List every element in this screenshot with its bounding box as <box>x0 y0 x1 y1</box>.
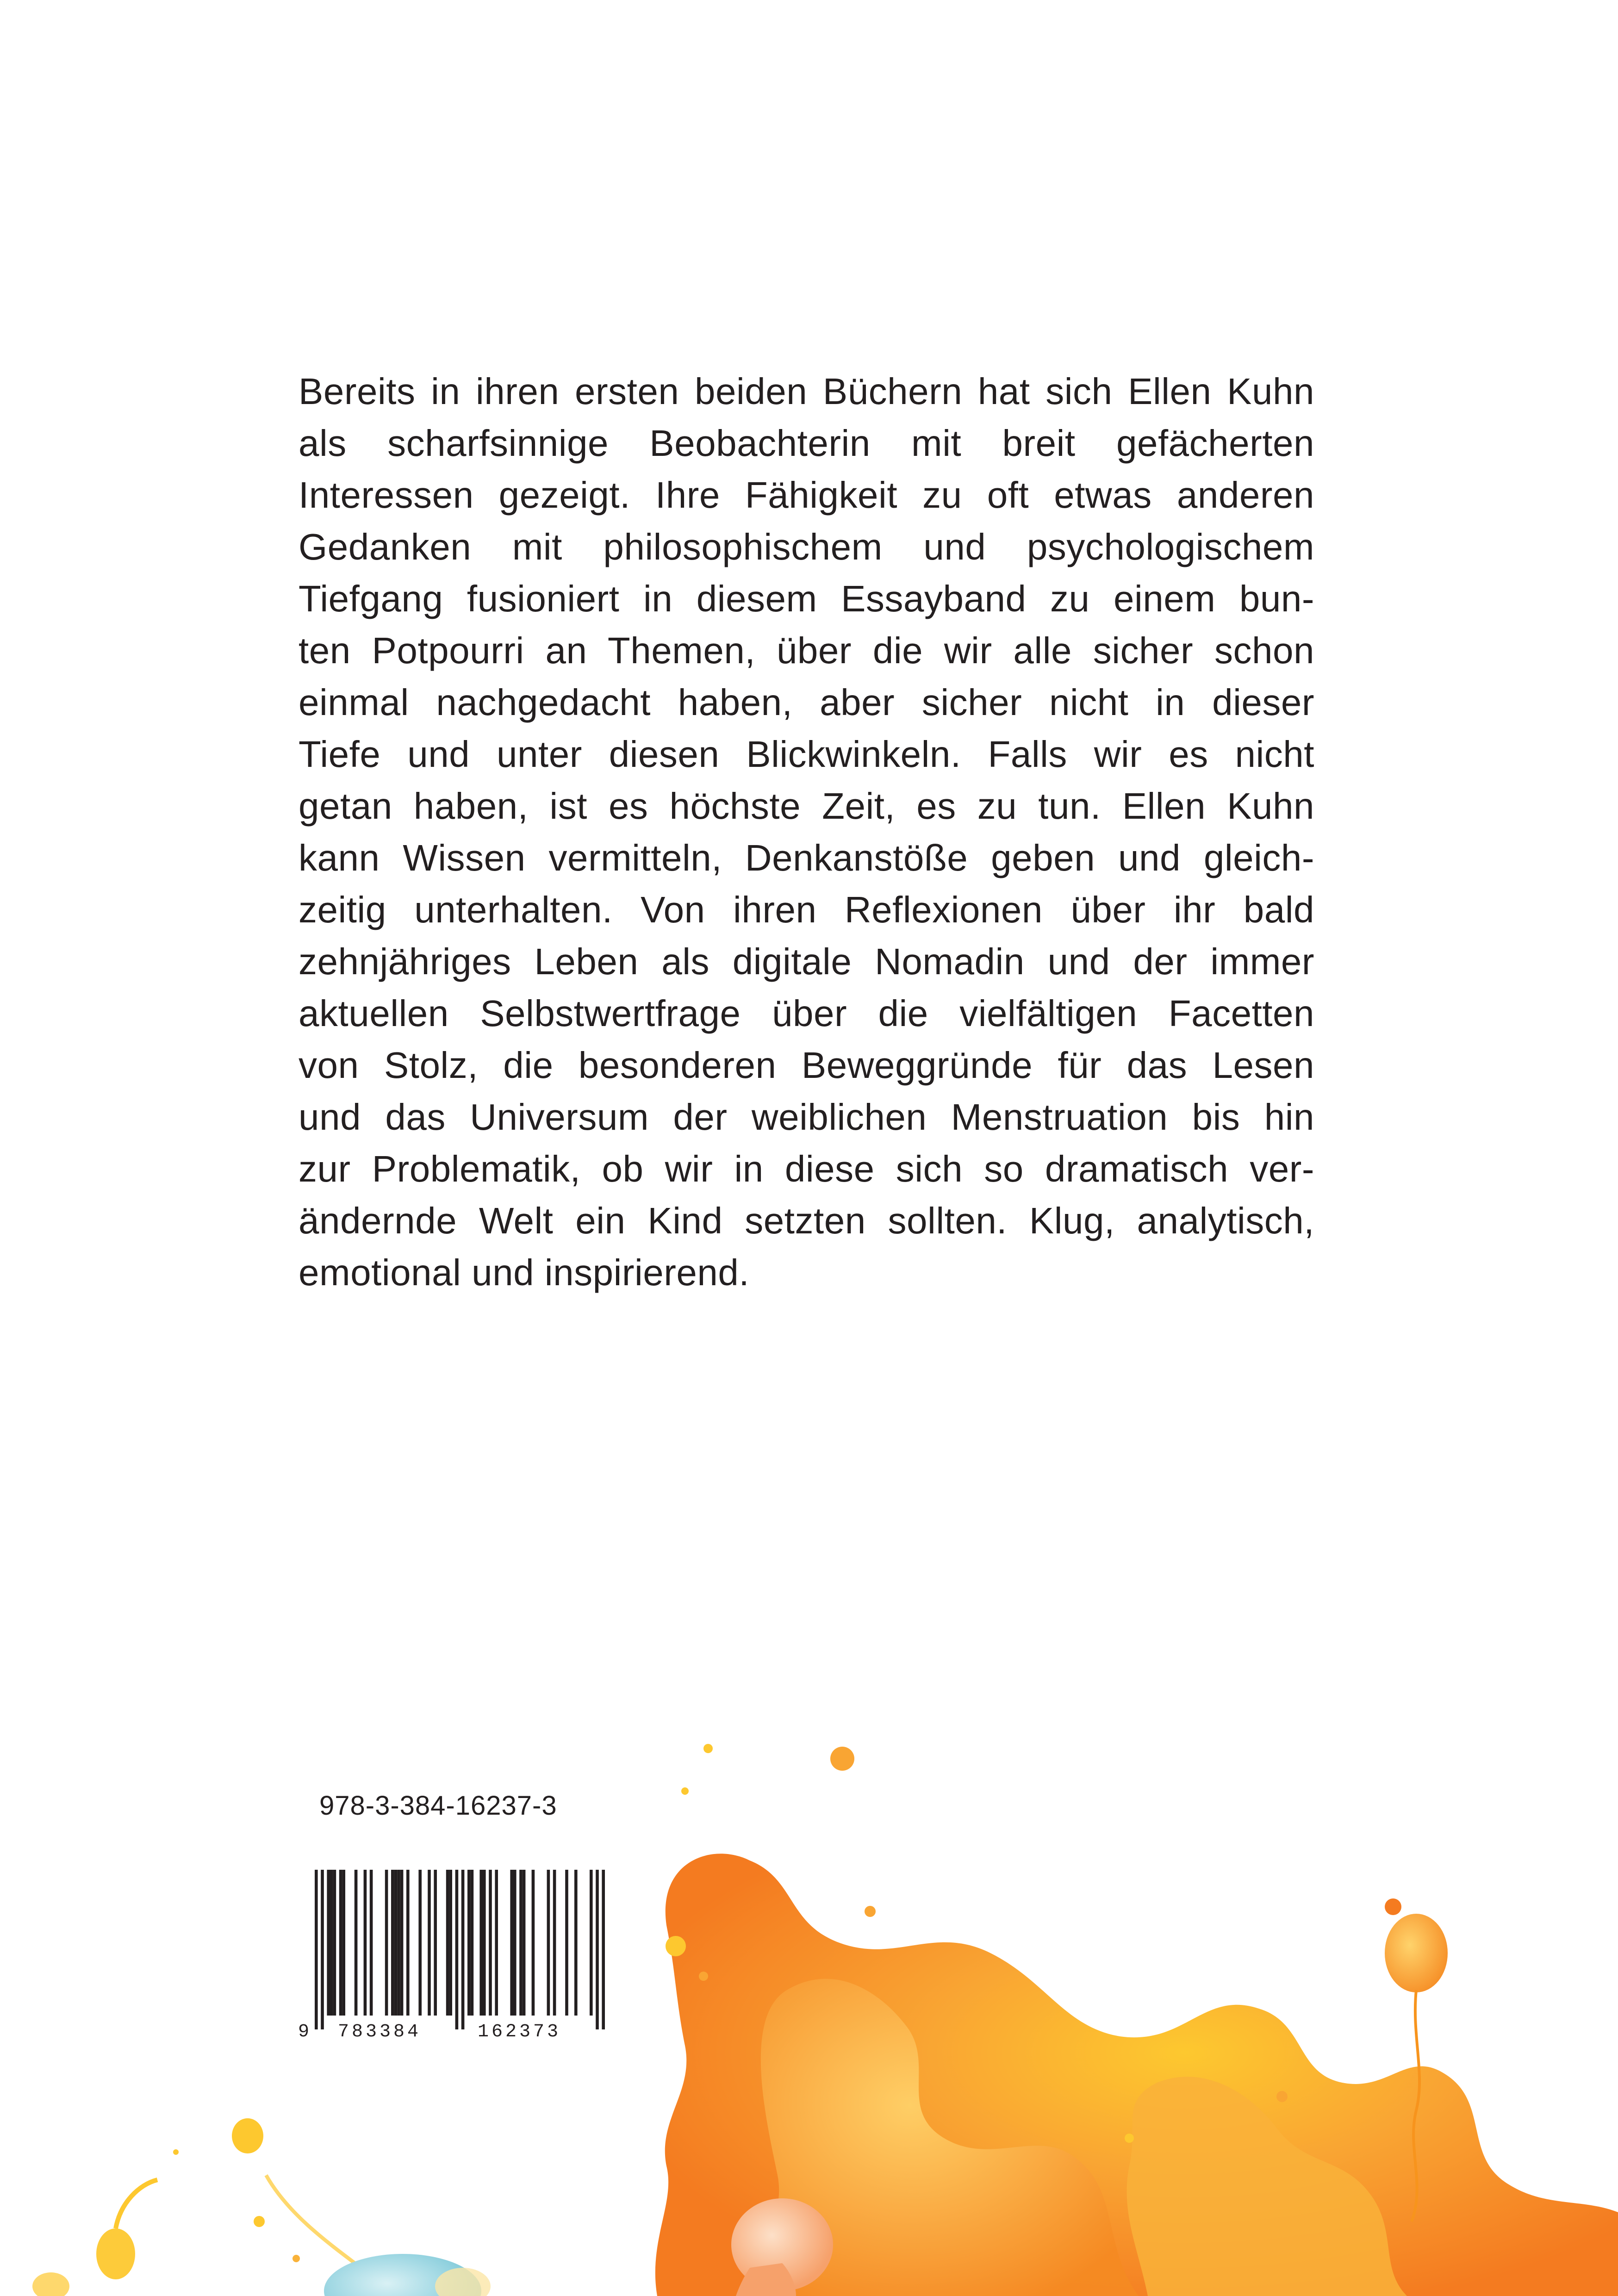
barcode-bar <box>489 1870 492 2016</box>
barcode-bar <box>321 1870 324 2029</box>
barcode-bar <box>510 1870 513 2016</box>
barcode-bar <box>418 1870 422 2016</box>
barcode-bar <box>574 1870 578 2016</box>
barcode-bar <box>339 1870 342 2016</box>
blurb-line: von Stolz, die besonderen Beweggründe für das Lesen <box>299 1045 1314 1086</box>
barcode-bar <box>519 1870 523 2016</box>
barcode-bar <box>495 1870 498 2016</box>
barcode-bar <box>370 1870 373 2016</box>
barcode-bar <box>553 1870 556 2016</box>
blurb-line: Interessen gezeigt. Ihre Fähigkeit zu oft etwas anderen <box>299 474 1314 516</box>
barcode-bar <box>397 1870 400 2016</box>
barcode-bar <box>391 1870 394 2016</box>
barcode-bar <box>479 1870 483 2016</box>
barcode-bar <box>532 1870 535 2016</box>
barcode-bar <box>471 1870 474 2016</box>
blurb-line: zur Problematik, ob wir in diese sich so dramatisch ver- <box>299 1148 1314 1189</box>
barcode-bar <box>406 1870 410 2016</box>
barcode-bar <box>513 1870 517 2016</box>
blurb-line: als scharfsinnige Beobachterin mit breit gefächerten <box>299 423 1314 464</box>
barcode-bar <box>602 1870 605 2029</box>
barcode-bar <box>342 1870 345 2016</box>
barcode-bar <box>467 1870 471 2016</box>
barcode-bar <box>428 1870 431 2016</box>
barcode-bar <box>394 1870 398 2016</box>
blurb-line: ändernde Welt ein Kind setzten sollten. Klug, analytisch, <box>299 1200 1314 1241</box>
blurb-line: zeitig unterhalten. Von ihren Reflexionen über ihr bald <box>299 889 1314 930</box>
barcode-right-digits: 162373 <box>478 2022 561 2041</box>
isbn-label: 978-3-384-16237-3 <box>319 1791 557 1821</box>
barcode-bar <box>385 1870 388 2016</box>
barcode-bar <box>449 1870 452 2016</box>
barcode-bar <box>596 1870 599 2029</box>
barcode-first-digit: 9 <box>298 2022 310 2041</box>
barcode-bar <box>565 1870 568 2016</box>
back-cover-blurb <box>299 366 1314 1299</box>
barcode-bar <box>330 1870 333 2016</box>
barcode-bar <box>315 1870 318 2029</box>
barcode-bar <box>523 1870 526 2016</box>
blurb-line: getan haben, ist es höchste Zeit, es zu tun. Ellen Kuhn <box>299 785 1314 827</box>
blurb-line: ten Potpourri an Themen, über die wir alle sicher schon <box>299 630 1314 671</box>
blurb-line: emotional und inspirierend. <box>299 1252 750 1293</box>
barcode-left-digits: 783384 <box>338 2022 422 2041</box>
barcode-bar <box>446 1870 449 2016</box>
barcode-bar <box>355 1870 358 2016</box>
barcode-bar <box>461 1870 465 2029</box>
barcode-bar <box>547 1870 550 2016</box>
blurb-line: und das Universum der weiblichen Menstruation bis hin <box>299 1096 1314 1138</box>
blurb-line: Bereits in ihren ersten beiden Büchern hat sich Ellen Kuhn <box>299 371 1314 412</box>
blurb-line: Gedanken mit philosophischem und psychologischem <box>299 526 1314 567</box>
barcode-bar <box>364 1870 367 2016</box>
blurb-line: kann Wissen vermitteln, Denkanstöße geben und gleich- <box>299 837 1314 878</box>
blurb-line: Tiefe und unter diesen Blickwinkeln. Falls wir es nicht <box>299 734 1314 775</box>
barcode-bar <box>590 1870 593 2016</box>
blurb-line: aktuellen Selbstwertfrage über die vielfältigen Facetten <box>299 993 1314 1034</box>
barcode-bar <box>483 1870 486 2016</box>
blurb-line: einmal nachgedacht haben, aber sicher nicht in dieser <box>299 682 1314 723</box>
barcode-bar <box>327 1870 330 2016</box>
blurb-line: zehnjähriges Leben als digitale Nomadin und der immer <box>299 941 1314 982</box>
barcode-bar <box>400 1870 404 2016</box>
blurb-line: Tiefgang fusioniert in diesem Essayband zu einem bun- <box>299 578 1314 619</box>
paint-splash-illustration <box>0 1666 1618 2296</box>
barcode-bar <box>434 1870 437 2016</box>
barcode-bar <box>455 1870 459 2029</box>
isbn-barcode <box>296 1870 629 2041</box>
barcode-bar <box>333 1870 336 2016</box>
